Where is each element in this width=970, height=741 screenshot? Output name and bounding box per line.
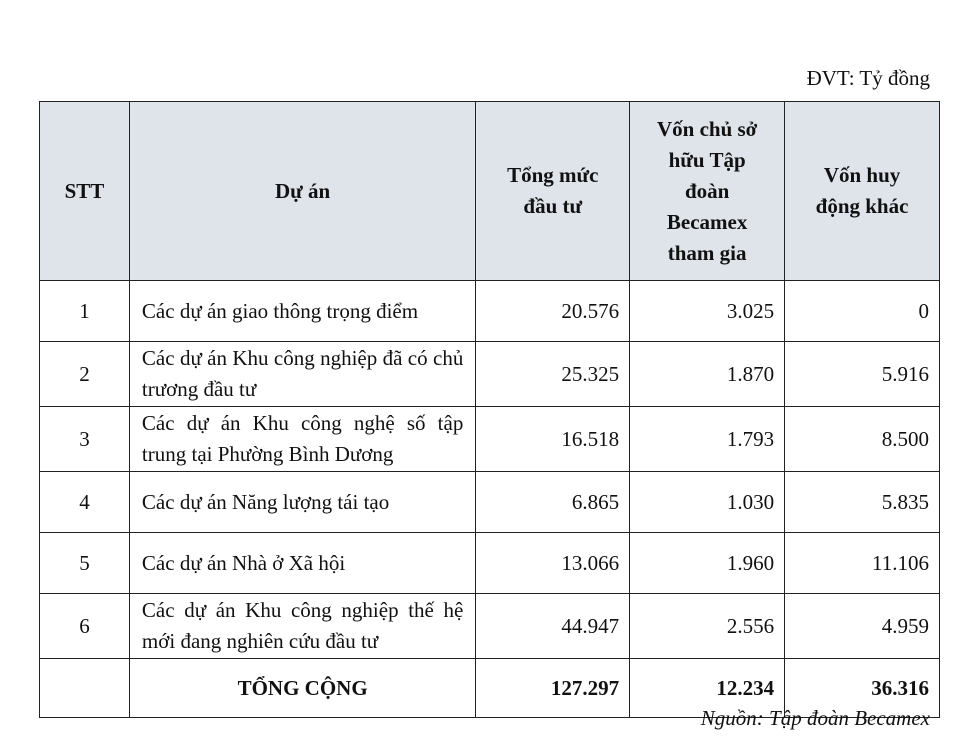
row-project: Các dự án Khu công nghệ số tập trung tại Phường Bình Dương bbox=[129, 407, 475, 472]
header-project: Dự án bbox=[129, 102, 475, 281]
row-total-investment: 16.518 bbox=[476, 407, 630, 472]
row-project: Các dự án Khu công nghiệp thế hệ mới đang nghiên cứu đầu tư bbox=[129, 594, 475, 659]
row-stt: 3 bbox=[40, 407, 130, 472]
row-stt: 5 bbox=[40, 533, 130, 594]
table-row bbox=[40, 594, 940, 659]
total-investment-sum: 127.297 bbox=[476, 659, 630, 718]
investment-table bbox=[39, 101, 940, 718]
table-row bbox=[40, 533, 940, 594]
table-row bbox=[40, 342, 940, 407]
row-total-investment: 25.325 bbox=[476, 342, 630, 407]
source-note: Nguồn: Tập đoàn Becamex bbox=[700, 706, 930, 730]
table-row bbox=[40, 407, 940, 472]
header-other-capital: Vốn huy động khác bbox=[785, 102, 940, 281]
row-other-capital: 8.500 bbox=[785, 407, 940, 472]
table-row bbox=[40, 472, 940, 533]
total-becamex-equity-sum: 12.234 bbox=[630, 659, 785, 718]
row-other-capital: 4.959 bbox=[785, 594, 940, 659]
row-other-capital: 5.835 bbox=[785, 472, 940, 533]
row-other-capital: 0 bbox=[785, 281, 940, 342]
header-becamex-equity: Vốn chủ sở hữu Tập đoàn Becamex tham gia bbox=[630, 102, 785, 281]
table-row bbox=[40, 281, 940, 342]
header-stt: STT bbox=[40, 102, 130, 281]
unit-note: ĐVT: Tỷ đồng bbox=[806, 66, 930, 90]
row-becamex-equity: 2.556 bbox=[630, 594, 785, 659]
row-total-investment: 44.947 bbox=[476, 594, 630, 659]
row-project: Các dự án Khu công nghiệp đã có chủ trương đầu tư bbox=[129, 342, 475, 407]
row-stt: 4 bbox=[40, 472, 130, 533]
row-other-capital: 11.106 bbox=[785, 533, 940, 594]
row-becamex-equity: 1.030 bbox=[630, 472, 785, 533]
total-stt-empty bbox=[40, 659, 130, 718]
row-becamex-equity: 1.960 bbox=[630, 533, 785, 594]
header-total-investment: Tổng mức đầu tư bbox=[476, 102, 630, 281]
header-row bbox=[40, 102, 940, 281]
total-other-capital-sum: 36.316 bbox=[785, 659, 940, 718]
row-stt: 2 bbox=[40, 342, 130, 407]
row-stt: 1 bbox=[40, 281, 130, 342]
row-project: Các dự án Nhà ở Xã hội bbox=[129, 533, 475, 594]
row-stt: 6 bbox=[40, 594, 130, 659]
row-becamex-equity: 1.870 bbox=[630, 342, 785, 407]
row-total-investment: 13.066 bbox=[476, 533, 630, 594]
row-becamex-equity: 1.793 bbox=[630, 407, 785, 472]
row-other-capital: 5.916 bbox=[785, 342, 940, 407]
total-label: TỔNG CỘNG bbox=[129, 659, 475, 718]
row-becamex-equity: 3.025 bbox=[630, 281, 785, 342]
row-project: Các dự án Năng lượng tái tạo bbox=[129, 472, 475, 533]
row-total-investment: 6.865 bbox=[476, 472, 630, 533]
row-total-investment: 20.576 bbox=[476, 281, 630, 342]
row-project: Các dự án giao thông trọng điểm bbox=[129, 281, 475, 342]
